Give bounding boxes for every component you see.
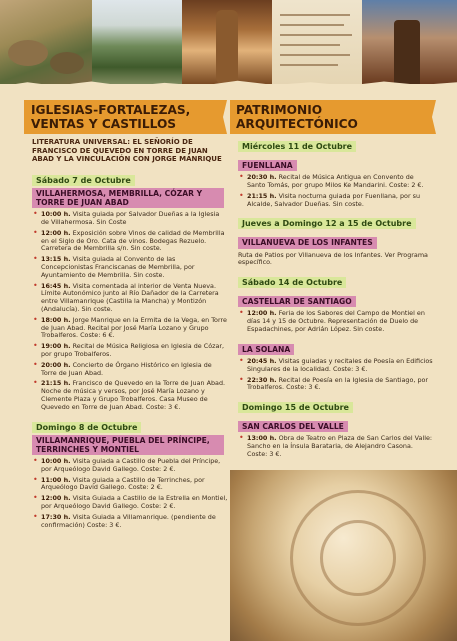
event-item: • 19:00 h. Recital de Música Religiosa en Iglesia de Cózar, por grupo Trobalferos. — [32, 343, 228, 359]
day-block — [230, 337, 433, 392]
right-column — [230, 100, 433, 462]
event-item: • 17:30 h. Visita Guiada a Villamanrique. (pendiente de confirmación) Coste: 3 €. — [32, 514, 228, 530]
event-item: • 20:45 h. Visitas guiadas y recitales de Poesía en Edificios Singulares de la localidad. Coste: 3 €. — [238, 358, 434, 374]
date-label: Jueves a Domingo 12 a 15 de Octubre — [238, 218, 416, 229]
event-item: • 13:00 h. Obra de Teatro en Plaza de San Carlos del Valle: Sancho en la Ínsula Barataria, de Alejandro Casona. Coste: 3 €. — [238, 435, 434, 458]
manuscript-photo — [272, 0, 362, 84]
day-block — [230, 134, 430, 208]
event-item: • 16:45 h. Visita comentada al interior de Venta Nueva. Límite Autonómico junto al Río Dañador de la Carretera entre Villamanrique (Castilla la Mancha) y Montizón (Andalucía). Sin coste. — [32, 283, 228, 314]
place-label: VILLAMANRIQUE, PUEBLA DEL PRÍNCIPE, TERRINCHES Y MONTIEL — [32, 435, 224, 455]
place-label: CASTELLAR DE SANTIAGO — [238, 296, 356, 307]
section-subtitle: LITERATURA UNIVERSAL: EL SEÑORÍO DE FRANCISCO DE QUEVEDO EN TORRE DE JUAN ABAD Y LA VINCULACIÓN CON JORGE MANRIQUE — [32, 138, 222, 164]
date-label: Sábado 7 de Octubre — [32, 175, 135, 186]
date-label: Domingo 8 de Octubre — [32, 422, 141, 433]
date-label: Domingo 15 de Octubre — [238, 402, 353, 413]
left-column — [24, 100, 228, 532]
event-item: • 12:00 h. Feria de los Sabores del Campo de Montiel en días 14 y 15 de Octubre. Representación de Duelo de Espadachines, por Adrián López. Sin coste. — [238, 310, 434, 333]
date-label: Sábado 14 de Octubre — [238, 277, 346, 288]
section-banner-left: IGLESIAS-FORTALEZAS, VENTAS Y CASTILLOS — [24, 100, 217, 134]
event-item: • 13:15 h. Visita guiada al Convento de las Concepcionistas Franciscanas de Membrilla, por Ayuntamiento de Membrilla. Sin coste. — [32, 256, 228, 279]
river-photo — [92, 0, 182, 84]
column-photo — [182, 0, 272, 84]
date-label: Miércoles 11 de Octubre — [238, 141, 356, 152]
day-block — [230, 270, 430, 334]
event-item: • 18:00 h. Jorge Manrique en la Ermita de la Vega, en Torre de Juan Abad. Recital por José María Lozano y Grupo Trobalferos. Coste: 6 €. — [32, 317, 228, 340]
note-text: Ruta de Patios por Villanueva de los Infantes. Ver Programa específico. — [238, 250, 428, 267]
day-block — [230, 395, 433, 459]
header-photo-strip — [0, 0, 457, 84]
place-label: VILLAHERMOSA, MEMBRILLA, CÓZAR Y TORRE DE JUAN ABAD — [32, 188, 224, 208]
event-item: • 10:00 h. Visita guiada por Salvador Dueñas a la Iglesia de Villahermosa. Sin Coste — [32, 211, 228, 227]
place-label: SAN CARLOS DEL VALLE — [238, 421, 348, 432]
place-label: LA SOLANA — [238, 344, 294, 355]
event-item: • 11:00 h. Visita guiada a Castillo de Terrinches, por Arqueólogo David Gallego. Coste: 2 €. — [32, 477, 228, 493]
day-block — [24, 168, 227, 412]
event-item: • 21:15 h. Francisco de Quevedo en la Torre de Juan Abad. Noche de música y versos, por José María Lozano y Clemente Plaza y Grupo Trobalferos. Casa Museo de Quevedo en Torre de Juan Abad. Coste: 3 €. — [32, 380, 228, 411]
event-item: • 20:00 h. Concierto de Órgano Histórico en Iglesia de Torre de Juan Abad. — [32, 362, 228, 378]
day-block — [230, 211, 430, 267]
event-item: • 22:30 h. Recital de Poesía en la Iglesia de Santiago, por Trobalferos. Coste: 3 €. — [238, 377, 434, 393]
event-item: • 10:00 h. Visita guiada a Castillo de Puebla del Príncipe, por Arqueólogo David Gallego. Coste: 2 €. — [32, 458, 228, 474]
event-item: • 20:30 h. Recital de Música Antigua en Convento de Santo Tomás, por grupo Milos Ke Mandarini. Coste: 2 €. — [238, 174, 434, 190]
place-label: VILLANUEVA DE LOS INFANTES — [238, 237, 377, 248]
event-item: • 12:00 h. Exposición sobre Vinos de calidad de Membrilla en el Siglo de Oro. Cata de vinos. Bodegas Rezuelo. Carretera de Membrilla s/n. Sin coste. — [32, 230, 228, 253]
dome-photo — [230, 470, 457, 641]
landscape-photo — [0, 0, 92, 84]
place-label: FUENLLANA — [238, 160, 297, 171]
day-block — [24, 415, 228, 530]
event-item: • 21:15 h. Visita nocturna guiada por Fuenllana, por su Alcalde, Salvador Dueñas. Sin coste. — [238, 193, 434, 209]
castle-tower-photo — [362, 0, 457, 84]
section-banner-right: PATRIMONIO ARQUITECTÓNICO — [230, 100, 426, 134]
event-item: • 12:00 h. Visita Guiada a Castillo de la Estrella en Montiel, por Arqueólogo David Gallego. Coste: 2 €. — [32, 495, 228, 511]
